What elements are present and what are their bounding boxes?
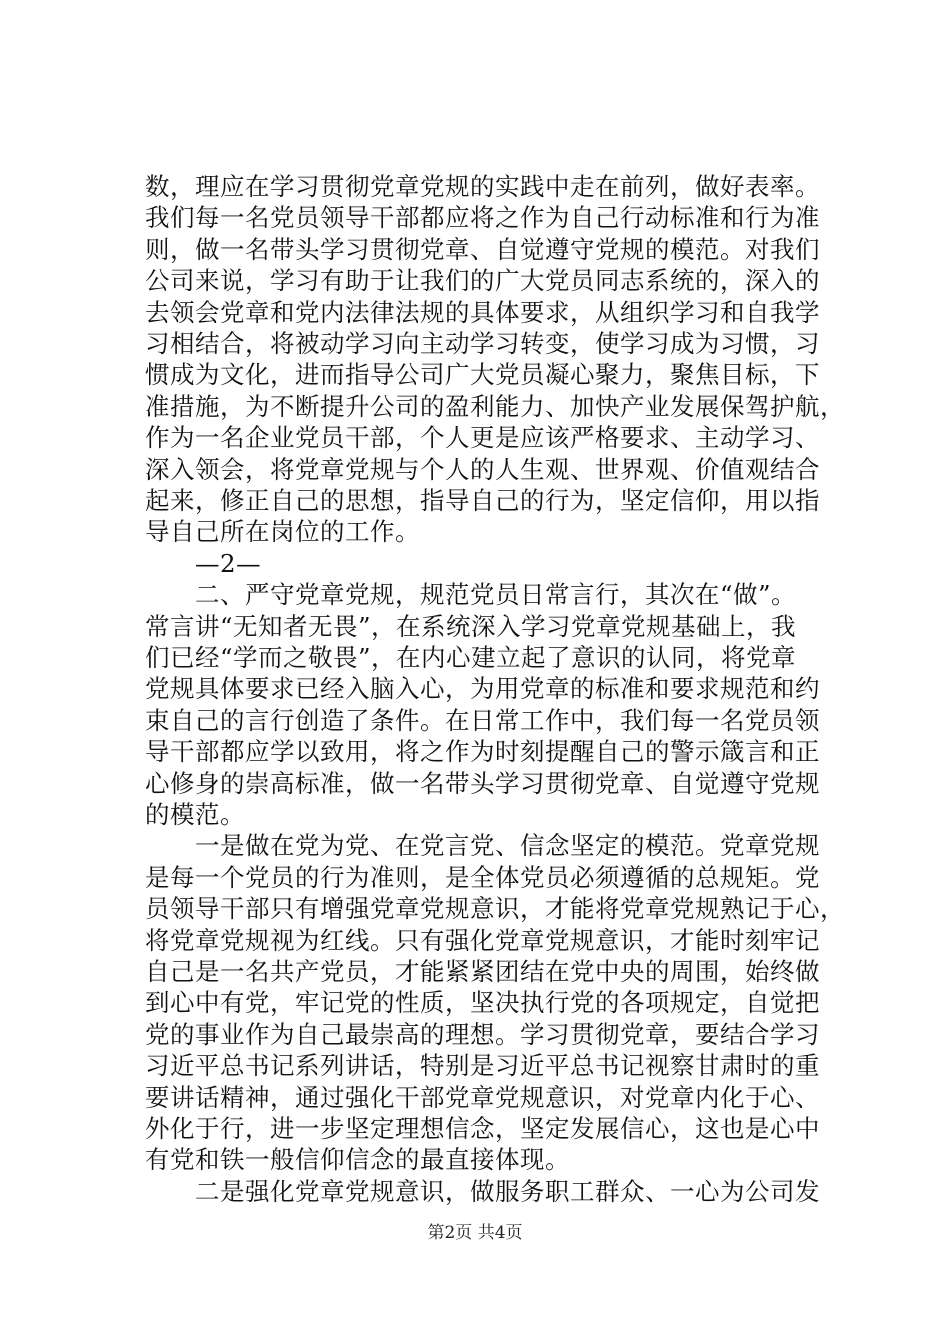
text-line: 公司来说，学习有助于让我们的广大党员同志系统的，深入的 [145,266,820,296]
text-line: 导自己所在岗位的工作。 [145,517,420,547]
text-line: 束自己的言行创造了条件。在日常工作中，我们每一名党员领 [145,705,820,735]
text-line: 习相结合，将被动学习向主动学习转变，使学习成为习惯，习 [145,329,820,358]
text-line: 自己是一名共产党员，才能紧紧团结在党中央的周围，始终做 [145,957,820,986]
text-line: 要讲话精神，通过强化干部党章党规意识，对党章内化于心、 [145,1082,820,1112]
text-line: 们已经“学而之敬畏”，在内心建立起了意识的认同，将党章 [145,643,797,672]
text-line: 外化于行，进一步坚定理想信念，坚定发展信心，这也是心中 [145,1114,820,1143]
text-line: 党规具体要求已经入脑入心，为用党章的标准和要求规范和约 [145,674,820,704]
text-line: 惯成为文化，进而指导公司广大党员凝心聚力，聚焦目标，下 [145,360,820,390]
text-line: —2— [145,548,262,578]
text-line: 则，做一名带头学习贯彻党章、自觉遵守党规的模范。对我们 [145,234,820,264]
text-line: 二是强化党章党规意识，做服务职工群众、一心为公司发 [145,1176,820,1206]
page-footer: 第2页 共4页 [427,1223,523,1243]
text-line: 准措施，为不断提升公司的盈利能力、加快产业发展保驾护航， [145,391,845,421]
text-line: 二、严守党章党规，规范党员日常言行，其次在“做”。 [145,580,797,610]
text-line: 将党章党规视为红线。只有强化党章党规意识，才能时刻牢记 [145,925,820,955]
text-line: 一是做在党为党、在党言党、信念坚定的模范。党章党规 [145,831,820,861]
text-line: 员领导干部只有增强党章党规意识，才能将党章党规熟记于心， [145,894,845,924]
text-line: 深入领会，将党章党规与个人的人生观、世界观、价值观结合 [145,454,820,484]
text-line: 心修身的崇高标准，做一名带头学习贯彻党章、自觉遵守党规 [145,768,820,798]
text-line: 数，理应在学习贯彻党章党规的实践中走在前列，做好表率。 [145,172,820,201]
text-line: 习近平总书记系列讲话，特别是习近平总书记视察甘肃时的重 [145,1051,820,1081]
text-line: 作为一名企业党员干部，个人更是应该严格要求、主动学习、 [145,423,820,453]
text-line: 去领会党章和党内法律法规的具体要求，从组织学习和自我学 [145,297,820,327]
text-line: 起来，修正自己的思想，指导自己的行为，坚定信仰，用以指 [145,486,820,515]
text-line: 我们每一名党员领导干部都应将之作为自己行动标准和行为准 [145,203,820,233]
text-line: 到心中有党，牢记党的性质，坚决执行党的各项规定，自觉把 [145,988,820,1018]
text-line: 的模范。 [145,800,245,829]
text-line: 是每一个党员的行为准则，是全体党员必须遵循的总规矩。党 [145,862,820,892]
text-line: 导干部都应学以致用，将之作为时刻提醒自己的警示箴言和正 [145,737,820,767]
text-line: 党的事业作为自己最崇高的理想。学习贯彻党章，要结合学习 [145,1019,820,1049]
text-line: 常言讲“无知者无畏”，在系统深入学习党章党规基础上，我 [145,611,797,641]
text-line: 有党和铁一般信仰信念的最直接体现。 [145,1145,570,1175]
